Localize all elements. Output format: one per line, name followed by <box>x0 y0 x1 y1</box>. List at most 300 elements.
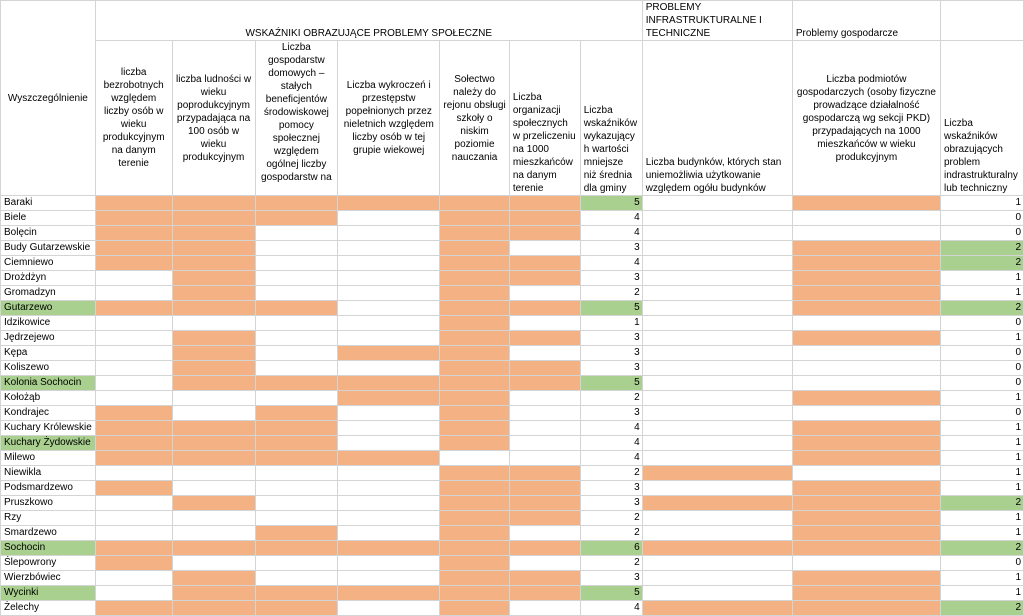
social-score-cell[interactable]: 5 <box>580 376 642 391</box>
indicator-cell[interactable] <box>509 256 580 271</box>
indicator-cell[interactable] <box>172 571 255 586</box>
indicator-cell[interactable] <box>172 271 255 286</box>
social-score-cell[interactable]: 2 <box>580 286 642 301</box>
indicator-cell[interactable] <box>509 376 580 391</box>
row-name-cell[interactable]: Baraki <box>1 196 96 211</box>
indicator-cell[interactable] <box>338 256 440 271</box>
indicator-cell[interactable] <box>440 406 510 421</box>
infra-cell[interactable] <box>642 601 792 616</box>
indicator-cell[interactable] <box>172 286 255 301</box>
indicator-cell[interactable] <box>338 481 440 496</box>
header-col-unemployment[interactable]: liczba bezrobotnych względem liczby osób w wieku produkcyjnym na danym terenie <box>95 41 172 196</box>
indicator-cell[interactable] <box>338 241 440 256</box>
header-group-social[interactable]: WSKAŹNIKI OBRAZUJĄCE PROBLEMY SPOŁECZNE <box>95 1 642 41</box>
econ-cell[interactable] <box>792 226 940 241</box>
social-score-cell[interactable]: 2 <box>580 466 642 481</box>
row-name-cell[interactable]: Jędrzejewo <box>1 331 96 346</box>
social-score-cell[interactable]: 4 <box>580 451 642 466</box>
indicator-cell[interactable] <box>338 586 440 601</box>
header-col-count-social[interactable]: Liczba wskaźników wykazujący h wartości mniejsze niż średnia dla gminy <box>580 41 642 196</box>
indicator-cell[interactable] <box>95 226 172 241</box>
social-score-cell[interactable]: 5 <box>580 301 642 316</box>
indicator-cell[interactable] <box>509 586 580 601</box>
indicator-cell[interactable] <box>255 316 338 331</box>
indicator-cell[interactable] <box>440 256 510 271</box>
infra-cell[interactable] <box>642 466 792 481</box>
indicator-cell[interactable] <box>509 331 580 346</box>
infra-cell[interactable] <box>642 376 792 391</box>
econ-cell[interactable] <box>792 361 940 376</box>
header-group-empty[interactable] <box>940 1 1023 41</box>
econ-cell[interactable] <box>792 496 940 511</box>
row-name-cell[interactable]: Wierzbówiec <box>1 571 96 586</box>
indicator-cell[interactable] <box>95 376 172 391</box>
indicator-cell[interactable] <box>255 406 338 421</box>
indicator-cell[interactable] <box>172 451 255 466</box>
header-col-school[interactable]: Sołectwo należy do rejonu obsługi szkoły o niskim poziomie nauczania <box>440 41 510 196</box>
indicator-cell[interactable] <box>338 541 440 556</box>
indicator-cell[interactable] <box>172 481 255 496</box>
row-name-cell[interactable]: Sochocin <box>1 541 96 556</box>
infra-cell[interactable] <box>642 541 792 556</box>
infra-cell[interactable] <box>642 586 792 601</box>
social-score-cell[interactable]: 5 <box>580 196 642 211</box>
indicator-cell[interactable] <box>172 421 255 436</box>
infra-score-cell[interactable]: 1 <box>940 331 1023 346</box>
indicator-cell[interactable] <box>172 256 255 271</box>
social-score-cell[interactable]: 3 <box>580 406 642 421</box>
indicator-cell[interactable] <box>338 556 440 571</box>
social-score-cell[interactable]: 2 <box>580 391 642 406</box>
indicator-cell[interactable] <box>255 421 338 436</box>
econ-cell[interactable] <box>792 196 940 211</box>
row-name-cell[interactable]: Podsmardzewo <box>1 481 96 496</box>
indicator-cell[interactable] <box>509 481 580 496</box>
indicator-cell[interactable] <box>95 586 172 601</box>
infra-score-cell[interactable]: 0 <box>940 556 1023 571</box>
indicator-cell[interactable] <box>509 361 580 376</box>
indicator-cell[interactable] <box>172 526 255 541</box>
infra-score-cell[interactable]: 1 <box>940 511 1023 526</box>
indicator-cell[interactable] <box>172 316 255 331</box>
row-name-cell[interactable]: Kuchary Żydowskie <box>1 436 96 451</box>
econ-cell[interactable] <box>792 436 940 451</box>
indicator-cell[interactable] <box>255 196 338 211</box>
header-col-postworking[interactable]: liczba ludności w wieku poprodukcyjnym przypadająca na 100 osób w wieku produkcyjnym <box>172 41 255 196</box>
indicator-cell[interactable] <box>440 226 510 241</box>
infra-score-cell[interactable]: 0 <box>940 361 1023 376</box>
indicator-cell[interactable] <box>172 211 255 226</box>
infra-score-cell[interactable]: 2 <box>940 301 1023 316</box>
indicator-cell[interactable] <box>509 421 580 436</box>
indicator-cell[interactable] <box>95 436 172 451</box>
infra-score-cell[interactable]: 1 <box>940 436 1023 451</box>
indicator-cell[interactable] <box>338 466 440 481</box>
indicator-cell[interactable] <box>440 586 510 601</box>
econ-cell[interactable] <box>792 301 940 316</box>
infra-cell[interactable] <box>642 436 792 451</box>
econ-cell[interactable] <box>792 331 940 346</box>
social-score-cell[interactable]: 6 <box>580 541 642 556</box>
row-name-cell[interactable]: Kondrajec <box>1 406 96 421</box>
indicator-cell[interactable] <box>440 286 510 301</box>
indicator-cell[interactable] <box>172 361 255 376</box>
indicator-cell[interactable] <box>509 406 580 421</box>
indicator-cell[interactable] <box>172 196 255 211</box>
econ-cell[interactable] <box>792 271 940 286</box>
indicator-cell[interactable] <box>440 496 510 511</box>
infra-cell[interactable] <box>642 421 792 436</box>
indicator-cell[interactable] <box>255 556 338 571</box>
row-name-cell[interactable]: Drożdżyn <box>1 271 96 286</box>
infra-cell[interactable] <box>642 301 792 316</box>
econ-cell[interactable] <box>792 391 940 406</box>
row-name-cell[interactable]: Milewo <box>1 451 96 466</box>
indicator-cell[interactable] <box>440 601 510 616</box>
indicator-cell[interactable] <box>440 346 510 361</box>
infra-cell[interactable] <box>642 496 792 511</box>
indicator-cell[interactable] <box>255 301 338 316</box>
indicator-cell[interactable] <box>509 241 580 256</box>
indicator-cell[interactable] <box>509 286 580 301</box>
social-score-cell[interactable]: 1 <box>580 316 642 331</box>
indicator-cell[interactable] <box>440 331 510 346</box>
social-score-cell[interactable]: 3 <box>580 346 642 361</box>
indicator-cell[interactable] <box>95 271 172 286</box>
indicator-cell[interactable] <box>255 286 338 301</box>
indicator-cell[interactable] <box>172 511 255 526</box>
header-col-organizations[interactable]: Liczba organizacji społecznych w przeliczeniu na 1000 mieszkańców na danym terenie <box>509 41 580 196</box>
indicator-cell[interactable] <box>95 421 172 436</box>
indicator-cell[interactable] <box>95 241 172 256</box>
social-score-cell[interactable]: 4 <box>580 211 642 226</box>
infra-cell[interactable] <box>642 571 792 586</box>
indicator-cell[interactable] <box>95 391 172 406</box>
indicator-cell[interactable] <box>509 436 580 451</box>
social-score-cell[interactable]: 2 <box>580 556 642 571</box>
indicator-cell[interactable] <box>338 601 440 616</box>
indicator-cell[interactable] <box>509 391 580 406</box>
indicator-cell[interactable] <box>172 346 255 361</box>
social-score-cell[interactable]: 4 <box>580 256 642 271</box>
indicator-cell[interactable] <box>255 391 338 406</box>
indicator-cell[interactable] <box>95 511 172 526</box>
indicator-cell[interactable] <box>509 226 580 241</box>
infra-score-cell[interactable]: 0 <box>940 346 1023 361</box>
indicator-cell[interactable] <box>255 331 338 346</box>
infra-cell[interactable] <box>642 241 792 256</box>
indicator-cell[interactable] <box>95 466 172 481</box>
infra-cell[interactable] <box>642 226 792 241</box>
social-score-cell[interactable]: 3 <box>580 241 642 256</box>
infra-score-cell[interactable]: 1 <box>940 526 1023 541</box>
indicator-cell[interactable] <box>338 376 440 391</box>
social-score-cell[interactable]: 5 <box>580 586 642 601</box>
header-col-businesses[interactable]: Liczba podmiotów gospodarczych (osoby fizyczne prowadzące działalność gospodarczą wg sekcji PKD) przypadających na 1000 mieszkańców w wieku produkcyjnym <box>792 41 940 196</box>
indicator-cell[interactable] <box>95 406 172 421</box>
econ-cell[interactable] <box>792 346 940 361</box>
indicator-cell[interactable] <box>255 466 338 481</box>
indicator-cell[interactable] <box>95 301 172 316</box>
row-name-cell[interactable]: Kuchary Królewskie <box>1 421 96 436</box>
indicator-cell[interactable] <box>95 316 172 331</box>
indicator-cell[interactable] <box>95 196 172 211</box>
indicator-cell[interactable] <box>509 451 580 466</box>
infra-score-cell[interactable]: 2 <box>940 256 1023 271</box>
indicator-cell[interactable] <box>440 196 510 211</box>
indicator-cell[interactable] <box>172 586 255 601</box>
social-score-cell[interactable]: 4 <box>580 421 642 436</box>
infra-cell[interactable] <box>642 391 792 406</box>
row-name-cell[interactable]: Gutarzewo <box>1 301 96 316</box>
social-score-cell[interactable]: 4 <box>580 436 642 451</box>
row-name-cell[interactable]: Biele <box>1 211 96 226</box>
indicator-cell[interactable] <box>172 541 255 556</box>
row-name-cell[interactable]: Rzy <box>1 511 96 526</box>
indicator-cell[interactable] <box>255 586 338 601</box>
indicator-cell[interactable] <box>338 211 440 226</box>
indicator-cell[interactable] <box>255 481 338 496</box>
row-name-cell[interactable]: Smardzewo <box>1 526 96 541</box>
social-score-cell[interactable]: 3 <box>580 271 642 286</box>
infra-cell[interactable] <box>642 331 792 346</box>
infra-cell[interactable] <box>642 526 792 541</box>
row-name-cell[interactable]: Niewikla <box>1 466 96 481</box>
row-name-cell[interactable]: Budy Gutarzewskie <box>1 241 96 256</box>
econ-cell[interactable] <box>792 481 940 496</box>
header-group-infra[interactable]: PROBLEMY INFRASTRUKTURALNE I TECHNICZNE <box>642 1 792 41</box>
social-score-cell[interactable]: 3 <box>580 571 642 586</box>
infra-score-cell[interactable]: 2 <box>940 601 1023 616</box>
indicator-cell[interactable] <box>509 196 580 211</box>
indicator-cell[interactable] <box>509 571 580 586</box>
indicator-cell[interactable] <box>440 316 510 331</box>
social-score-cell[interactable]: 4 <box>580 601 642 616</box>
header-first-col[interactable]: Wyszczególnienie <box>1 1 96 196</box>
indicator-cell[interactable] <box>172 226 255 241</box>
indicator-cell[interactable] <box>172 241 255 256</box>
indicator-cell[interactable] <box>255 526 338 541</box>
indicator-cell[interactable] <box>95 496 172 511</box>
infra-score-cell[interactable]: 2 <box>940 541 1023 556</box>
indicator-cell[interactable] <box>509 316 580 331</box>
indicator-cell[interactable] <box>509 496 580 511</box>
infra-score-cell[interactable]: 1 <box>940 481 1023 496</box>
row-name-cell[interactable]: Wycinki <box>1 586 96 601</box>
indicator-cell[interactable] <box>440 376 510 391</box>
infra-score-cell[interactable]: 1 <box>940 286 1023 301</box>
econ-cell[interactable] <box>792 526 940 541</box>
infra-cell[interactable] <box>642 481 792 496</box>
row-name-cell[interactable]: Kępa <box>1 346 96 361</box>
indicator-cell[interactable] <box>440 241 510 256</box>
indicator-cell[interactable] <box>338 526 440 541</box>
indicator-cell[interactable] <box>440 421 510 436</box>
indicator-cell[interactable] <box>172 466 255 481</box>
econ-cell[interactable] <box>792 451 940 466</box>
infra-score-cell[interactable]: 1 <box>940 571 1023 586</box>
econ-cell[interactable] <box>792 571 940 586</box>
indicator-cell[interactable] <box>338 271 440 286</box>
indicator-cell[interactable] <box>255 541 338 556</box>
indicator-cell[interactable] <box>440 556 510 571</box>
indicator-cell[interactable] <box>95 361 172 376</box>
social-score-cell[interactable]: 3 <box>580 481 642 496</box>
indicator-cell[interactable] <box>509 466 580 481</box>
indicator-cell[interactable] <box>255 361 338 376</box>
indicator-cell[interactable] <box>338 511 440 526</box>
infra-score-cell[interactable]: 2 <box>940 496 1023 511</box>
econ-cell[interactable] <box>792 601 940 616</box>
indicator-cell[interactable] <box>440 511 510 526</box>
econ-cell[interactable] <box>792 466 940 481</box>
econ-cell[interactable] <box>792 211 940 226</box>
indicator-cell[interactable] <box>509 346 580 361</box>
indicator-cell[interactable] <box>172 436 255 451</box>
social-score-cell[interactable]: 3 <box>580 361 642 376</box>
indicator-cell[interactable] <box>440 571 510 586</box>
row-name-cell[interactable]: Bolęcin <box>1 226 96 241</box>
infra-score-cell[interactable]: 1 <box>940 466 1023 481</box>
indicator-cell[interactable] <box>338 421 440 436</box>
infra-cell[interactable] <box>642 406 792 421</box>
header-col-count-infra[interactable]: Liczba wskaźników obrazujących problem indrastrukturalny lub techniczny <box>940 41 1023 196</box>
indicator-cell[interactable] <box>509 541 580 556</box>
infra-cell[interactable] <box>642 286 792 301</box>
row-name-cell[interactable]: Ślepowrony <box>1 556 96 571</box>
indicator-cell[interactable] <box>338 361 440 376</box>
indicator-cell[interactable] <box>440 526 510 541</box>
indicator-cell[interactable] <box>95 571 172 586</box>
indicator-cell[interactable] <box>255 376 338 391</box>
indicator-cell[interactable] <box>338 301 440 316</box>
indicator-cell[interactable] <box>509 601 580 616</box>
infra-cell[interactable] <box>642 256 792 271</box>
econ-cell[interactable] <box>792 256 940 271</box>
header-col-offences[interactable]: Liczba wykroczeń i przestępstw popełnionych przez nieletnich względem liczby osób w tej grupie wiekowej <box>338 41 440 196</box>
infra-cell[interactable] <box>642 211 792 226</box>
infra-cell[interactable] <box>642 511 792 526</box>
indicator-cell[interactable] <box>172 331 255 346</box>
econ-cell[interactable] <box>792 511 940 526</box>
indicator-cell[interactable] <box>509 271 580 286</box>
infra-score-cell[interactable]: 0 <box>940 316 1023 331</box>
econ-cell[interactable] <box>792 286 940 301</box>
indicator-cell[interactable] <box>338 496 440 511</box>
indicator-cell[interactable] <box>440 211 510 226</box>
indicator-cell[interactable] <box>338 346 440 361</box>
indicator-cell[interactable] <box>509 511 580 526</box>
row-name-cell[interactable]: Koliszewo <box>1 361 96 376</box>
row-name-cell[interactable]: Pruszkowo <box>1 496 96 511</box>
indicator-cell[interactable] <box>440 271 510 286</box>
row-name-cell[interactable]: Idzikowice <box>1 316 96 331</box>
indicator-cell[interactable] <box>95 256 172 271</box>
indicator-cell[interactable] <box>255 496 338 511</box>
infra-cell[interactable] <box>642 556 792 571</box>
indicator-cell[interactable] <box>509 301 580 316</box>
econ-cell[interactable] <box>792 406 940 421</box>
infra-score-cell[interactable]: 1 <box>940 196 1023 211</box>
indicator-cell[interactable] <box>255 241 338 256</box>
infra-score-cell[interactable]: 1 <box>940 391 1023 406</box>
indicator-cell[interactable] <box>338 196 440 211</box>
indicator-cell[interactable] <box>95 526 172 541</box>
infra-score-cell[interactable]: 0 <box>940 406 1023 421</box>
indicator-cell[interactable] <box>95 481 172 496</box>
econ-cell[interactable] <box>792 586 940 601</box>
row-name-cell[interactable]: Kolonia Sochocin <box>1 376 96 391</box>
indicator-cell[interactable] <box>172 496 255 511</box>
indicator-cell[interactable] <box>172 406 255 421</box>
indicator-cell[interactable] <box>255 256 338 271</box>
indicator-cell[interactable] <box>440 436 510 451</box>
header-group-econ[interactable]: Problemy gospodarcze <box>792 1 940 41</box>
econ-cell[interactable] <box>792 241 940 256</box>
row-name-cell[interactable]: Kołożąb <box>1 391 96 406</box>
indicator-cell[interactable] <box>255 511 338 526</box>
indicator-cell[interactable] <box>95 601 172 616</box>
indicator-cell[interactable] <box>255 211 338 226</box>
indicator-cell[interactable] <box>509 211 580 226</box>
indicator-cell[interactable] <box>440 301 510 316</box>
row-name-cell[interactable]: Żelechy <box>1 601 96 616</box>
indicator-cell[interactable] <box>172 391 255 406</box>
infra-score-cell[interactable]: 0 <box>940 211 1023 226</box>
indicator-cell[interactable] <box>255 601 338 616</box>
econ-cell[interactable] <box>792 376 940 391</box>
indicator-cell[interactable] <box>509 526 580 541</box>
indicator-cell[interactable] <box>255 451 338 466</box>
econ-cell[interactable] <box>792 541 940 556</box>
indicator-cell[interactable] <box>509 556 580 571</box>
econ-cell[interactable] <box>792 316 940 331</box>
indicator-cell[interactable] <box>95 331 172 346</box>
indicator-cell[interactable] <box>95 541 172 556</box>
indicator-cell[interactable] <box>338 406 440 421</box>
indicator-cell[interactable] <box>255 271 338 286</box>
infra-score-cell[interactable]: 1 <box>940 451 1023 466</box>
indicator-cell[interactable] <box>440 541 510 556</box>
infra-cell[interactable] <box>642 346 792 361</box>
indicator-cell[interactable] <box>172 376 255 391</box>
indicator-cell[interactable] <box>95 451 172 466</box>
indicator-cell[interactable] <box>255 226 338 241</box>
social-score-cell[interactable]: 4 <box>580 226 642 241</box>
indicator-cell[interactable] <box>338 316 440 331</box>
indicator-cell[interactable] <box>255 571 338 586</box>
indicator-cell[interactable] <box>95 211 172 226</box>
social-score-cell[interactable]: 3 <box>580 331 642 346</box>
social-score-cell[interactable]: 2 <box>580 526 642 541</box>
indicator-cell[interactable] <box>338 286 440 301</box>
row-name-cell[interactable]: Gromadzyn <box>1 286 96 301</box>
indicator-cell[interactable] <box>255 346 338 361</box>
infra-cell[interactable] <box>642 361 792 376</box>
indicator-cell[interactable] <box>440 361 510 376</box>
infra-score-cell[interactable]: 1 <box>940 586 1023 601</box>
infra-cell[interactable] <box>642 196 792 211</box>
infra-cell[interactable] <box>642 451 792 466</box>
indicator-cell[interactable] <box>440 391 510 406</box>
infra-score-cell[interactable]: 0 <box>940 226 1023 241</box>
infra-score-cell[interactable]: 1 <box>940 271 1023 286</box>
indicator-cell[interactable] <box>338 226 440 241</box>
indicator-cell[interactable] <box>338 391 440 406</box>
econ-cell[interactable] <box>792 421 940 436</box>
row-name-cell[interactable]: Ciemniewo <box>1 256 96 271</box>
header-col-buildings[interactable]: Liczba budynków, których stan uniemożliwia użytkowanie względem ogółu budynków <box>642 41 792 196</box>
